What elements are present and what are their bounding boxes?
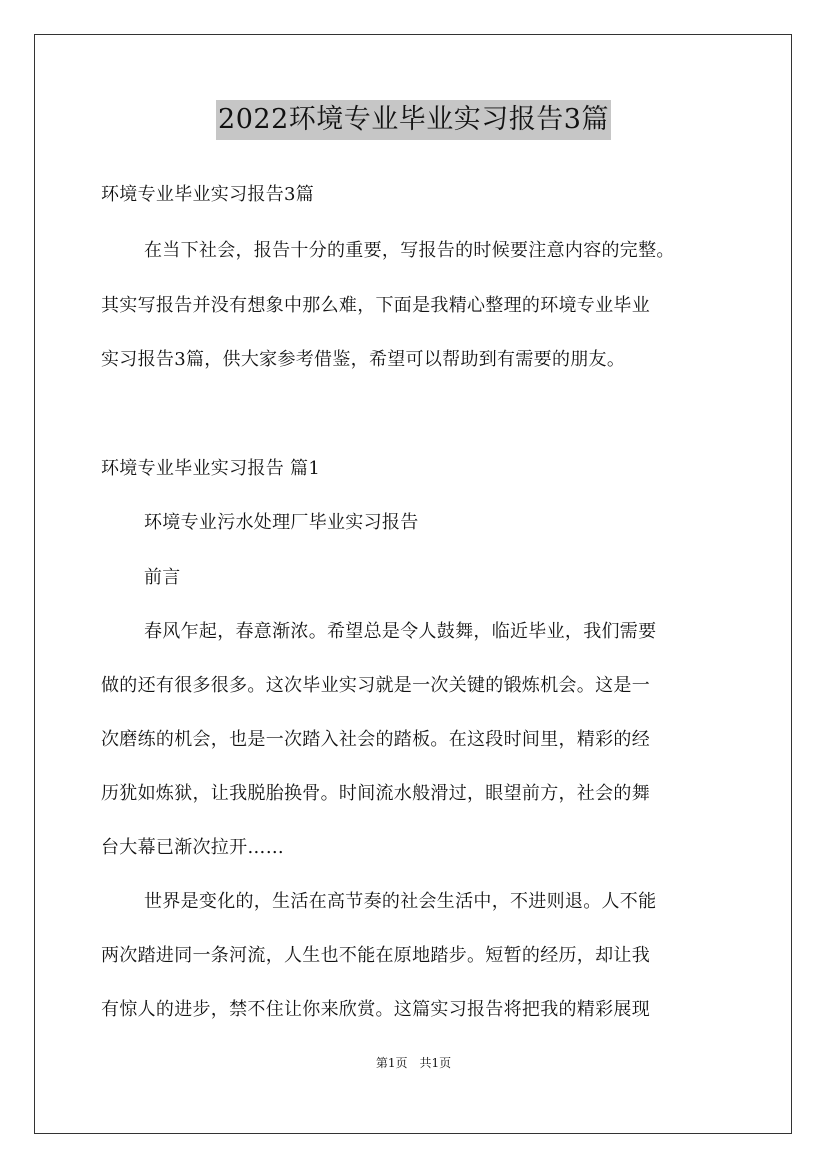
para1-line-3: 次磨练的机会，也是一次踏入社会的踏板。在这段时间里，精彩的经 (101, 729, 650, 750)
para1-line-5: 台大幕已渐次拉开…… (101, 837, 284, 858)
para2-line-2: 两次踏进同一条河流，人生也不能在原地踏步。短暂的经历，却让我 (101, 945, 650, 966)
intro-line-3: 实习报告3篇，供大家参考借鉴，希望可以帮助到有需要的朋友。 (101, 349, 626, 370)
para2-line-1: 世界是变化的，生活在高节奏的社会生活中，不进则退。人不能 (144, 891, 657, 912)
preface-heading: 前言 (144, 567, 181, 588)
section-heading: 环境专业毕业实习报告 篇1 (101, 458, 321, 479)
document-title: 2022环境专业毕业实习报告3篇 (216, 100, 611, 140)
page-footer: 第1页 共1页 (375, 1056, 452, 1070)
para1-line-4: 历犹如炼狱，让我脱胎换骨。时间流水般滑过，眼望前方，社会的舞 (101, 783, 650, 804)
report-title: 环境专业污水处理厂毕业实习报告 (144, 512, 419, 533)
para1-line-1: 春风乍起，春意渐浓。希望总是令人鼓舞，临近毕业，我们需要 (144, 621, 657, 642)
para1-line-2: 做的还有很多很多。这次毕业实习就是一次关键的锻炼机会。这是一 (101, 675, 650, 696)
title-container (0, 100, 827, 140)
para2-line-3: 有惊人的进步，禁不住让你来欣赏。这篇实习报告将把我的精彩展现 (101, 999, 650, 1020)
intro-line-2: 其实写报告并没有想象中那么难，下面是我精心整理的环境专业毕业 (101, 295, 650, 316)
document-subtitle: 环境专业毕业实习报告3篇 (101, 184, 315, 205)
intro-line-1: 在当下社会，报告十分的重要，写报告的时候要注意内容的完整。 (144, 240, 675, 261)
